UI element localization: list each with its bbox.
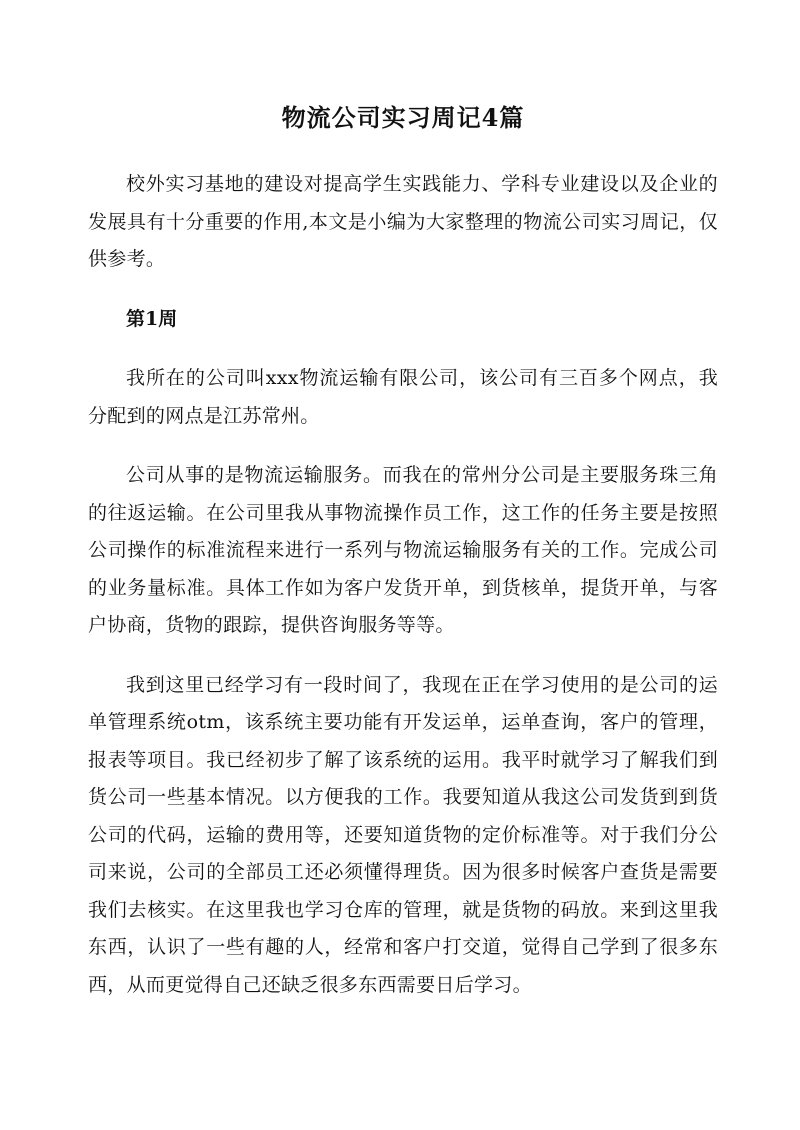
document-title: 物流公司实习周记4篇 [281, 103, 525, 132]
section-heading: 第1周 [126, 307, 178, 330]
body-paragraph: 公司从事的是物流运输服务。而我在的常州分公司是主要服务珠三角的往返运输。在公司里我从事物流操作员工作，这工作的任务主要是按照公司操作的标准流程来进行一系列与物流运输服务有关的工作。完成公司的业务量标准。具体工作如为客户发货开单，到货核单，提货开单，与客户协商，货物的跟踪，提供咨询服务等等。 [88, 464, 718, 636]
body-paragraph: 我到这里已经学习有一段时间了，我现在正在学习使用的是公司的运单管理系统otm，该系统主要功能有开发运单，运单查询，客户的管理，报表等项目。我已经初步了解了该系统的运用。我平时就学习了解我们到货公司一些基本情况。以方便我的工作。我要知道从我这公司发货到到货公司的代码，运输的费用等，还要知道货物的定价标准等。对于我们分公司来说，公司的全部员工还必须懂得理货。因为很多时候客户查货是需要我们去核实。在这里我也学习仓库的管理，就是货物的码放。来到这里我东西，认识了一些有趣的人，经常和客户打交道，觉得自己学到了很多东西，从而更觉得自己还缺乏很多东西需要日后学习。 [88, 673, 718, 996]
document-page [88, 96, 718, 1026]
intro-paragraph: 校外实习基地的建设对提高学生实践能力、学科专业建设以及企业的发展具有十分重要的作用,本文是小编为大家整理的物流公司实习周记，仅供参考。 [88, 173, 718, 270]
body-paragraph: 我所在的公司叫xxx物流运输有限公司，该公司有三百多个网点，我分配到的网点是江苏常州。 [88, 367, 718, 427]
